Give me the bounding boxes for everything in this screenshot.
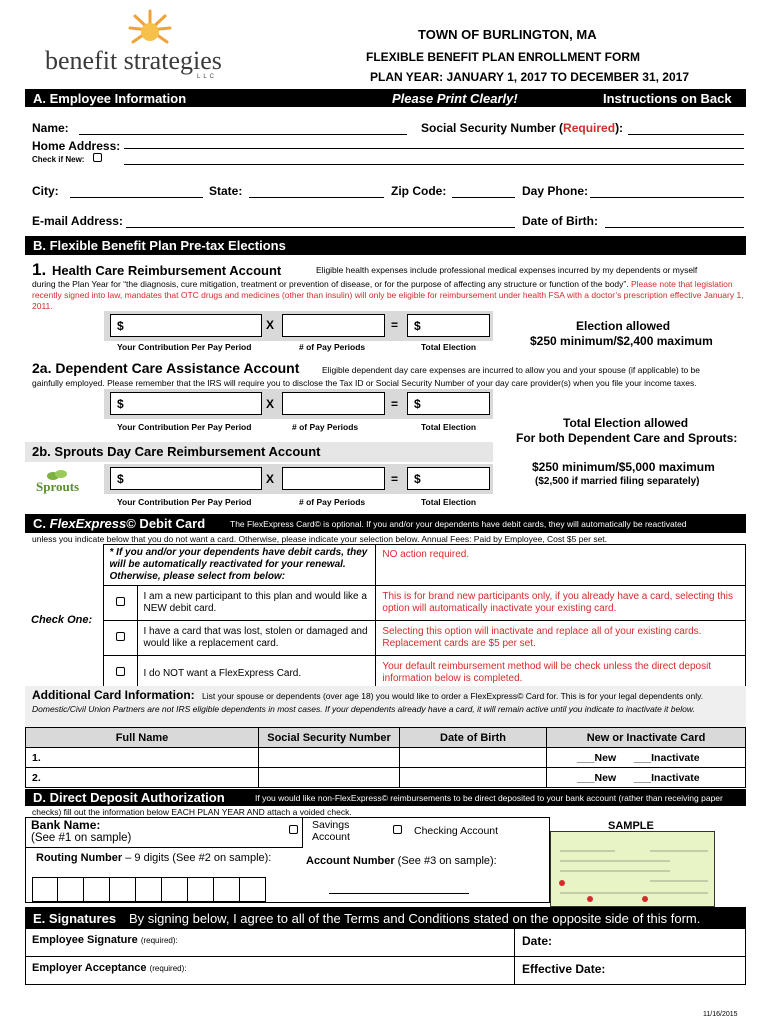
opt1-note: This is for brand new participants only, if you already have a card, selecting this option will automatically inactivate your existing card.	[382, 591, 733, 614]
row1-name[interactable]	[26, 748, 259, 768]
employer-acceptance-label: Employer Acceptance	[32, 962, 147, 974]
additional-card-desc: List your spouse or dependents (over age 18) you would like to order a FlexExpress© Card for. This is for your legal dependents only.	[202, 691, 704, 701]
no-action-text: NO action required.	[382, 549, 470, 560]
sp-total-input[interactable]	[407, 467, 490, 490]
name-label: Name:	[32, 121, 69, 135]
opt2-checkbox[interactable]	[116, 632, 125, 641]
row1-status[interactable]	[547, 748, 746, 768]
hc-election-allowed: Election allowed	[576, 319, 671, 333]
dc-total-label: Total Election	[421, 422, 477, 432]
col-new-or-inactivate: New or Inactivate Card	[547, 728, 746, 748]
row2-ssn[interactable]	[259, 768, 400, 788]
dependents-header-row	[26, 728, 746, 748]
additional-card-desc2: Domestic/Civil Union Partners are not IRS eligible dependents in most cases. If your dependents already have a card, it will remain active until you indicate to inactivate it below.	[32, 704, 695, 714]
sprouts-logo	[30, 468, 100, 496]
routing-digit-box[interactable]	[162, 877, 188, 902]
debit-note: * If you and/or your dependents have debit cards, they will be automatically reactivated for your renewal. Otherwise, please select from below:	[109, 547, 368, 582]
section-d-desc1: If you would like non-FlexExpress© reimbursements to be direct deposited to your bank account (rather than receiving paper	[255, 793, 723, 803]
row1-inactivate[interactable]: ___Inactivate	[633, 751, 700, 764]
opt1-text: I am a new participant to this plan and would like a NEW debit card.	[143, 591, 367, 614]
row1-dob[interactable]	[400, 748, 547, 768]
routing-digit-box[interactable]	[188, 877, 214, 902]
bank-see1: (See #1 on sample)	[31, 832, 132, 844]
routing-digit-box[interactable]	[214, 877, 240, 902]
employer-required: (required):	[149, 964, 187, 973]
section-d-desc2: checks) fill out the information below EACH PLAN YEAR AND attach a voided check.	[32, 807, 352, 817]
table-row	[26, 768, 746, 788]
savings-checkbox[interactable]	[289, 825, 298, 834]
col-ssn: Social Security Number	[259, 728, 400, 748]
opt3-note: Your default reimbursement method will be check unless the direct deposit information below is completed.	[382, 661, 712, 684]
ssn-label-end: ):	[615, 121, 624, 135]
hc-contrib-label: Your Contribution Per Pay Period	[117, 342, 252, 352]
debit-note-cell	[103, 545, 376, 586]
sample-label: SAMPLE	[608, 820, 654, 832]
section-e-desc: By signing below, I agree to all of the Terms and Conditions stated on the opposite side of this form.	[129, 911, 701, 926]
table-row	[26, 748, 746, 768]
options-corner	[25, 545, 103, 586]
sprouts-logo-text: Sprouts	[36, 479, 80, 494]
opt1-cell	[137, 586, 376, 621]
row2-number: 2.	[32, 771, 41, 784]
routing-digit-box[interactable]	[110, 877, 136, 902]
row2-new[interactable]: ___New	[577, 771, 617, 784]
home-address-field-2[interactable]	[124, 164, 744, 165]
section-c-flexexpress: FlexExpress	[49, 516, 127, 531]
home-address-label: Home Address:	[32, 139, 121, 153]
zip-label: Zip Code:	[391, 184, 447, 198]
dc-total-input[interactable]	[407, 392, 490, 415]
checking-checkbox[interactable]	[393, 825, 402, 834]
sp-election-note: ($2,500 if married filing separately)	[535, 476, 700, 487]
name-field[interactable]	[79, 134, 407, 135]
signature-vdivider	[514, 929, 515, 985]
additional-card-title: Additional Card Information:	[32, 688, 195, 702]
hc-dollar: $	[117, 319, 124, 333]
opt2-text: I have a card that was lost, stolen or damaged and would like a replacement card.	[143, 626, 368, 649]
check-one-cell	[25, 586, 103, 691]
opt3-checkbox[interactable]	[116, 667, 125, 676]
dc-election-allowed: Total Election allowed	[563, 416, 689, 430]
sp-contrib-label: Your Contribution Per Pay Period	[117, 497, 252, 507]
routing-digit-box[interactable]	[58, 877, 84, 902]
checking-label: Checking Account	[414, 825, 499, 837]
routing-number-boxes[interactable]	[32, 877, 266, 902]
dob-field[interactable]	[605, 227, 744, 228]
dc-desc1: Eligible dependent day care expenses are incurred to allow you and your spouse (if applicable) to be	[322, 365, 701, 375]
zip-field[interactable]	[452, 197, 515, 198]
hc-total-input[interactable]	[407, 314, 490, 337]
logo-sub: LLC	[197, 74, 218, 80]
savings-label: Savings Account	[312, 819, 350, 843]
opt3-text: I do NOT want a FlexExpress Card.	[143, 667, 302, 679]
dc-times: X	[266, 397, 275, 411]
dc-title: 2a. Dependent Care Assistance Account	[32, 360, 300, 376]
employee-signature-label: Employee Signature	[32, 934, 138, 946]
hc-desc-block	[32, 279, 744, 312]
opt2-checkbox-cell[interactable]	[103, 621, 137, 656]
section-c-letter: C.	[33, 516, 46, 531]
hc-total-label: Total Election	[421, 342, 477, 352]
city-label: City:	[32, 184, 59, 198]
col-dob: Date of Birth	[400, 728, 547, 748]
bank-name-label: Bank Name:	[31, 818, 101, 832]
date-field[interactable]	[560, 930, 742, 954]
routing-digit-box[interactable]	[240, 877, 266, 902]
instructions-link: Instructions on Back	[603, 91, 732, 106]
section-b-title: B. Flexible Benefit Plan Pre-tax Elections	[33, 238, 286, 253]
dependents-table	[25, 727, 746, 788]
col-full-name: Full Name	[26, 728, 259, 748]
date-label: Date:	[522, 934, 553, 948]
row2-status[interactable]	[547, 768, 746, 788]
hc-title: Health Care Reimbursement Account	[52, 263, 282, 278]
section-c-title-rest: © Debit Card	[126, 516, 206, 531]
employer-signature-field[interactable]	[200, 958, 510, 982]
hc-desc2: during the Plan Year for “the diagnosis, cure mitigation, treatment or prevention of disease, or for the purpose of affecting any structure or function of the body”.	[32, 279, 629, 289]
hc-note: Please note that legislation recently signed into law, mandates that OTC drugs and medicines (other than insulin) will only be eligible for reimbursement under health FSA with a doctor’s prescription effective January 1, 2011.	[32, 279, 744, 311]
dc-desc2: gainfully employed. Please remember that the IRS will require you to disclose the Tax ID or Social Security Number of your day care provider(s) when you file your income taxes.	[32, 378, 697, 388]
section-a-title: A. Employee Information	[33, 91, 187, 106]
row1-new[interactable]: ___New	[577, 751, 617, 764]
opt2-note: Selecting this option will inactivate and replace all of your existing cards. Replacement cards are $5 per set.	[382, 626, 702, 649]
hc-pay-periods-input[interactable]	[282, 314, 385, 337]
no-action-cell	[376, 545, 746, 586]
opt2-note-cell	[376, 621, 746, 656]
hc-periods-label: # of Pay Periods	[299, 342, 366, 352]
hc-times: X	[266, 318, 275, 332]
routing-digit-box[interactable]	[136, 877, 162, 902]
opt1-checkbox-cell[interactable]	[103, 586, 137, 621]
section-c-desc2: unless you indicate below that you do not want a card. Otherwise, please indicate your selection below. Annual Fees: Paid by Employee, Cost $5 per set.	[32, 534, 608, 544]
sp-times: X	[266, 472, 275, 486]
dc-election-desc: For both Dependent Care and Sprouts:	[516, 431, 738, 445]
account-number-field[interactable]	[329, 893, 469, 894]
sp-pay-periods-input[interactable]	[282, 467, 385, 490]
state-label: State:	[209, 184, 243, 198]
employee-required: (required):	[140, 936, 178, 945]
state-field[interactable]	[249, 197, 384, 198]
home-address-field-1[interactable]	[124, 148, 744, 149]
hc-equals: =	[391, 318, 399, 332]
day-phone-field[interactable]	[590, 197, 744, 198]
hc-election-range: $250 minimum/$2,400 maximum	[530, 334, 713, 348]
logo	[45, 8, 225, 80]
day-phone-label: Day Phone:	[522, 184, 589, 198]
routing-digit-box[interactable]	[32, 877, 58, 902]
opt2-cell	[137, 621, 376, 656]
city-field[interactable]	[70, 197, 203, 198]
town-name: TOWN OF BURLINGTON, MA	[418, 27, 597, 42]
sp-periods-label: # of Pay Periods	[299, 497, 366, 507]
form-title: FLEXIBLE BENEFIT PLAN ENROLLMENT FORM	[366, 50, 640, 64]
row2-name[interactable]	[26, 768, 259, 788]
card-options-table	[25, 544, 746, 691]
account-desc: (See #3 on sample):	[394, 855, 497, 867]
sp-equals: =	[391, 472, 399, 486]
hc-desc1: Eligible health expenses include professional medical expenses incurred by my dependents or myself	[316, 265, 698, 275]
ssn-label: Social Security Number (	[421, 121, 564, 135]
routing-digit-box[interactable]	[84, 877, 110, 902]
section-c-header	[25, 514, 746, 533]
row2-dob[interactable]	[400, 768, 547, 788]
section-d-title: D. Direct Deposit Authorization	[33, 790, 225, 805]
check-new-label: Check if New:	[32, 155, 85, 164]
routing-label: Routing Number	[36, 852, 123, 864]
sp-total-dollar: $	[414, 472, 421, 486]
please-print: Please Print Clearly!	[392, 91, 518, 106]
section-d-header	[25, 789, 746, 806]
logo-text: benefit strategies	[45, 46, 222, 75]
check-one-label: Check One:	[31, 613, 93, 626]
hc-contribution-input[interactable]	[110, 314, 262, 337]
email-label: E-mail Address:	[32, 214, 123, 228]
row2-inactivate[interactable]: ___Inactivate	[633, 771, 700, 784]
dc-pay-periods-input[interactable]	[282, 392, 385, 415]
dc-equals: =	[391, 397, 399, 411]
row1-ssn[interactable]	[259, 748, 400, 768]
opt1-note-cell	[376, 586, 746, 621]
sp-contribution-input[interactable]	[110, 467, 262, 490]
dc-total-dollar: $	[414, 397, 421, 411]
hc-total-dollar: $	[414, 319, 421, 333]
routing-desc: – 9 digits (See #2 on sample):	[122, 852, 272, 864]
opt1-checkbox[interactable]	[116, 597, 125, 606]
section-a-header	[25, 89, 746, 107]
signature-divider	[25, 956, 746, 957]
sp-title: 2b. Sprouts Day Care Reimbursement Account	[32, 444, 321, 459]
plan-year: PLAN YEAR: JANUARY 1, 2017 TO DECEMBER 31, 2017	[370, 70, 690, 84]
sample-check-icon	[550, 831, 715, 907]
row1-number: 1.	[32, 751, 41, 764]
employee-signature-field[interactable]	[200, 930, 510, 954]
section-b-header	[25, 236, 746, 255]
check-new-checkbox[interactable]	[93, 153, 102, 162]
section-c-desc1: The FlexExpress Card© is optional. If you and/or your dependents have debit cards, they will automatically be reactivated	[230, 519, 687, 529]
email-field[interactable]	[126, 227, 515, 228]
ssn-required: Required	[563, 121, 616, 135]
sp-total-label: Total Election	[421, 497, 477, 507]
sp-election-range: $250 minimum/$5,000 maximum	[532, 460, 715, 474]
bank-name-cell[interactable]	[25, 817, 303, 848]
sp-dollar: $	[117, 472, 124, 486]
dc-dollar: $	[117, 397, 124, 411]
effective-date-field[interactable]	[610, 958, 742, 982]
ssn-field[interactable]	[628, 134, 744, 135]
dc-periods-label: # of Pay Periods	[292, 422, 359, 432]
section-e-header	[25, 907, 746, 929]
dc-contrib-label: Your Contribution Per Pay Period	[117, 422, 252, 432]
hc-number: 1.	[32, 260, 47, 279]
footer-date: 11/16/2015	[703, 1011, 738, 1018]
effective-date-label: Effective Date:	[522, 962, 606, 976]
dob-label: Date of Birth:	[522, 214, 598, 228]
section-e-title: E. Signatures	[33, 911, 117, 926]
dc-contribution-input[interactable]	[110, 392, 262, 415]
account-label: Account Number	[306, 855, 395, 867]
